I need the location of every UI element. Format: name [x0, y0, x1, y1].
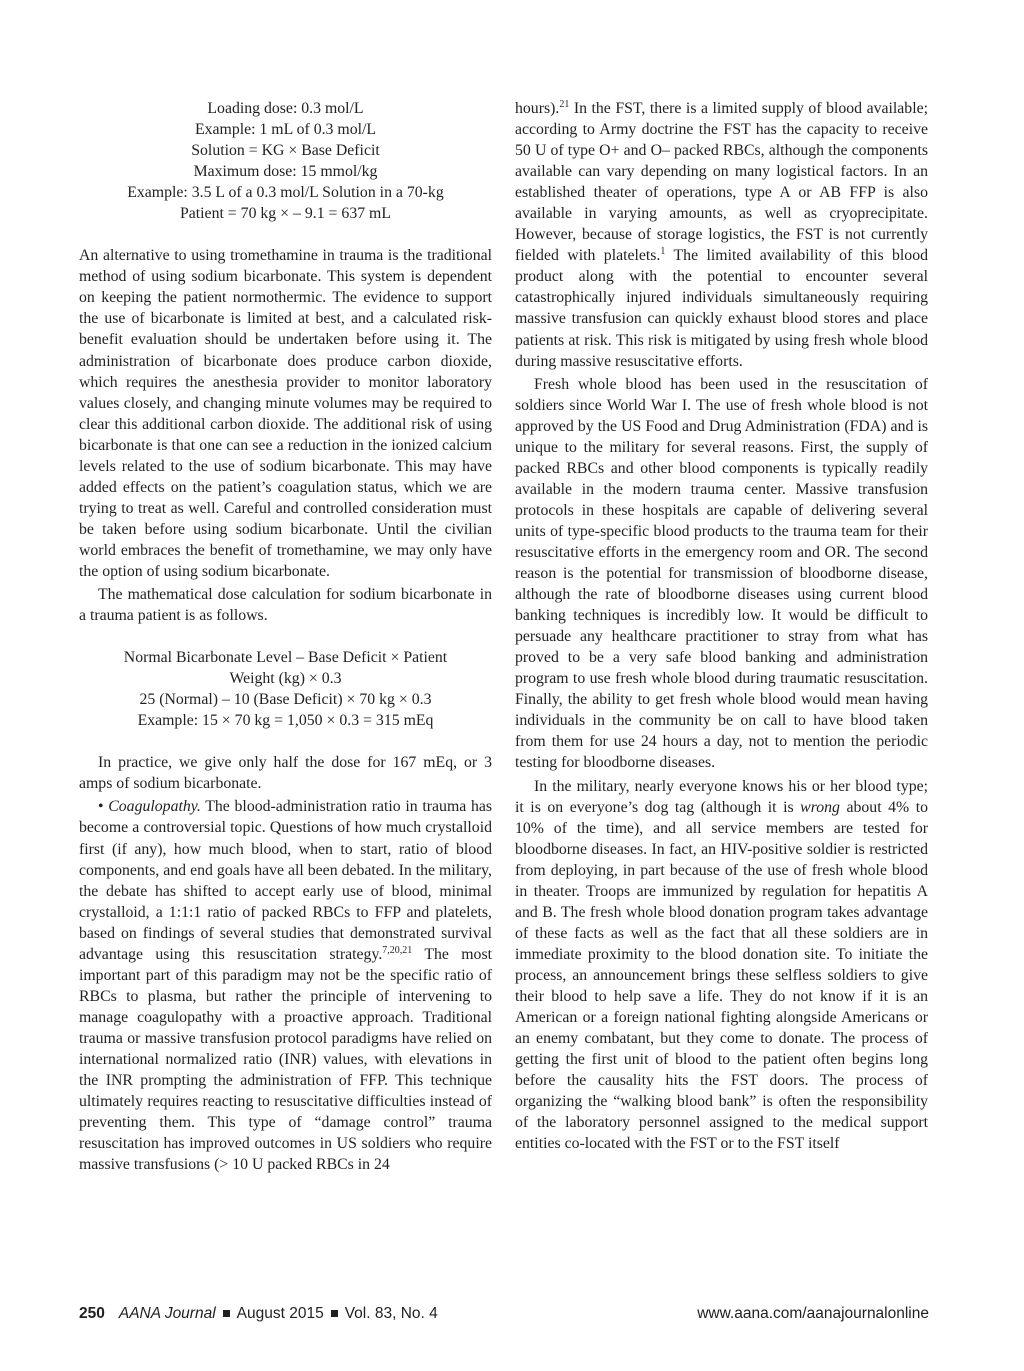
- formula-line: 25 (Normal) – 10 (Base Deficit) × 70 kg × 0.3: [139, 691, 432, 709]
- paragraph-fst-blood-supply: [515, 98, 928, 372]
- footer-citation: [79, 1305, 438, 1323]
- text-segment: The most important part of this paradigm may not be the specific ratio of RBCs to plasma, but rather the principle of intervening to manage coagulopathy with a proactive approach. Traditional trauma or massive transfusion protocol paradigms have relied on international normalized ratio (INR) values, with elevations in the INR prompting the administration of FFP. This technique ultimately requires reacting to resuscitative difficulties instead of preventing them. This type of “damage control” trauma resuscitation has improved outcomes in US soldiers who require massive transfusions (> 10 U packed RBCs in 24: [79, 945, 492, 1174]
- formula-line: Solution = KG × Base Deficit: [191, 142, 380, 160]
- formula-line: Weight (kg) × 0.3: [229, 670, 342, 688]
- paragraph-dose-calculation-intro: The mathematical dose calculation for sodium bicarbonate in a trauma patient is as follows.: [79, 586, 492, 625]
- left-column: [79, 98, 492, 1177]
- reference-superscript: 1: [660, 246, 666, 258]
- text-segment: In the FST, there is a limited supply of blood available; according to Army doctrine the FST has the capacity to receive 50 U of type O+ and O– packed RBCs, although the components available can vary depending on many logistical factors. In an established theater of operations, type A or AB FFP is also available in varying amounts, as well as cryoprecipitate. However, because of storage logistics, the FST is not currently fielded with platelets.: [515, 100, 928, 265]
- paragraph-coagulopathy: [79, 796, 492, 1175]
- journal-name: AANA Journal: [118, 1305, 216, 1322]
- reference-superscript: 21: [559, 99, 570, 110]
- formula-line: Normal Bicarbonate Level – Base Deficit × Patient: [123, 649, 448, 667]
- paragraph-military-blood-type: [515, 776, 928, 1155]
- formula-line: Loading dose: 0.3 mol/L: [207, 100, 364, 117]
- volume-issue: Vol. 83, No. 4: [344, 1305, 438, 1322]
- journal-url[interactable]: www.aana.com/aanajournalonline: [697, 1305, 929, 1322]
- emphasis-wrong: wrong: [800, 798, 840, 816]
- formula-line: Patient = 70 kg × – 9.1 = 637 mL: [179, 205, 391, 223]
- paragraph-half-dose: In practice, we give only half the dose for 167 mEq, or 3 amps of sodium bicarbonate.: [79, 754, 492, 793]
- text-segment: In the military, nearly everyone knows his or her blood type; it is on everyone’s dog tag (although it is: [515, 777, 928, 816]
- paragraph-bicarbonate-alternative: An alternative to using tromethamine in trauma is the traditional method of using sodium bicarbonate. This system is dependent on keeping the patient normothermic. The evidence to support the use of bicarbonate is limited at best, and a calculated risk-benefit evaluation should be undertaken before using it. The administration of bicarbonate does produce carbon dioxide, which requires the anesthesia provider to monitor laboratory values closely, and changing minute volumes may be required to clear this additional carbon dioxide. The additional risk of using bicarbonate is that one can see a reduction in the ionized calcium levels related to the use of sodium bicarbonate. This may have added effects on the patient’s coagulation status, which we are trying to treat as well. Careful and controlled consideration must be taken before using sodium bicarbonate. Until the civilian world embraces the benefit of tromethamine, we may only have the option of using sodium bicarbonate.: [79, 247, 492, 580]
- term-coagulopathy: Coagulopathy.: [108, 798, 201, 816]
- paragraph-fresh-whole-blood: Fresh whole blood has been used in the resuscitation of soldiers since World War I. The use of fresh whole blood is not approved by the US Food and Drug Administration (FDA) and is unique to the military for several reasons. First, the supply of packed RBCs and other blood components is typically readily available in the modern trauma center. Massive transfusion protocols in these hospitals are capable of delivering several units of type-specific blood products to the trauma team for their resuscitative efforts in the emergency room and OR. The second reason is the potential for transmission of bloodborne disease, although the rate of bloodborne diseases using current blood banking techniques is incredibly low. It would be difficult to persuade any healthcare practitioner to stray from what has proved to be a very safe blood banking and administration program to use fresh whole blood during traumatic resuscitation. Finally, the ability to get fresh whole blood would mean having individuals in the community be on call to have blood taken from them for use 24 hours a day, not to mention the periodic testing for bloodborne diseases.: [515, 375, 928, 772]
- text-segment: The limited availability of this blood product along with the potential to encounter several catastrophically injured individuals simultaneously requiring massive transfusion can quickly exhaust blood stores and place patients at risk. This risk is mitigated by using fresh whole blood during massive resuscitative efforts.: [515, 247, 928, 370]
- formula-line: Example: 15 × 70 kg = 1,050 × 0.3 = 315 mEq: [137, 712, 434, 730]
- formula-line: Example: 3.5 L of a 0.3 mol/L Solution in a 70-kg: [127, 184, 444, 202]
- page-number: 250: [79, 1305, 105, 1322]
- separator-square-icon: [331, 1310, 338, 1317]
- tromethamine-dose-formula: [79, 98, 492, 224]
- separator-square-icon: [223, 1310, 230, 1317]
- issue-date: August 2015: [236, 1305, 324, 1322]
- formula-line: Maximum dose: 15 mmol/kg: [193, 163, 378, 181]
- reference-superscript: 7,20,21: [382, 944, 413, 956]
- right-column: [515, 98, 928, 1156]
- text-segment: about 4% to 10% of the time), and all service members are tested for bloodborne diseases. In fact, an HIV-positive soldier is restricted from deploying, in part because of the use of fresh whole blood in theater. Troops are immunized by regulation for hepatitis A and B. The fresh whole blood donation program takes advantage of these facts as well as the fact that all these soldiers are in immediate proximity to the blood donation site. To initiate the process, an announcement brings these selfless soldiers to give their blood to help save a life. They do not know if it is an American or a foreign national fighting alongside Americans or an enemy combatant, but they come to donate. The process of getting the first unit of blood to the patient often begins long before the causality hits the FST doors. The process of organizing the “walking blood bank” is often the responsibility of the laboratory personnel assigned to the medical support entities co-located with the FST or to the FST itself: [515, 798, 928, 1153]
- bullet: •: [98, 798, 109, 816]
- text-segment: hours).: [515, 100, 560, 117]
- bicarbonate-dose-formula: [79, 647, 492, 731]
- page-footer: [79, 1305, 929, 1323]
- text-segment: The blood-administration ratio in trauma has become a controversial topic. Questions of how much crystalloid first (if any), how much blood, when to start, ratio of blood components, and end goals have all been debated. In the military, the debate has shifted to accept early use of blood, minimal crystalloid, a 1:1:1 ratio of packed RBCs to FFP and platelets, based on findings of several studies that demonstrated survival advantage using this resuscitation strategy.: [79, 798, 493, 963]
- formula-line: Example: 1 mL of 0.3 mol/L: [194, 121, 377, 139]
